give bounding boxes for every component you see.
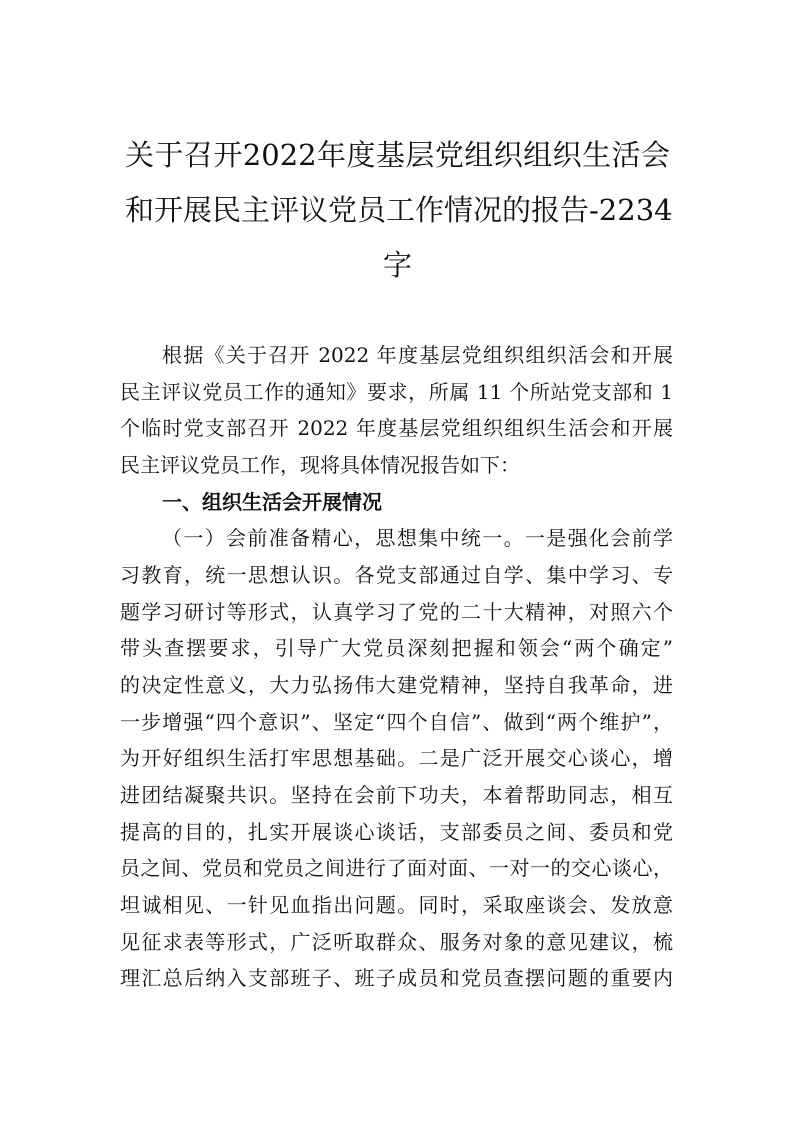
section-heading: 一、组织生活会开展情况 xyxy=(162,490,382,514)
paragraph-line: 题学习研讨等形式，认真学习了党的二十大精神，对照六个 xyxy=(120,600,673,624)
title-line: 字 xyxy=(382,248,412,282)
paragraph-line: 民主评议党员工作的通知》要求，所属 11 个所站党支部和 1 xyxy=(120,380,673,404)
paragraph-line: 见征求表等形式，广泛听取群众、服务对象的意见建议，梳 xyxy=(120,930,673,954)
paragraph-line: 坦诚相见、一针见血指出问题。同时，采取座谈会、发放意 xyxy=(120,893,673,917)
paragraph-line: 带头查摆要求，引导广大党员深刻把握和领会“两个确定” xyxy=(120,636,673,660)
title-line: 关于召开2022年度基层党组织组织生活会 xyxy=(125,138,670,172)
paragraph-line: （一）会前准备精心，思想集中统一。一是强化会前学 xyxy=(162,526,673,550)
paragraph-line: 提高的目的，扎实开展谈心谈话，支部委员之间、委员和党 xyxy=(120,820,673,844)
paragraph-line: 习教育，统一思想认识。各党支部通过自学、集中学习、专 xyxy=(120,563,673,587)
paragraph-line: 员之间、党员和党员之间进行了面对面、一对一的交心谈心， xyxy=(120,856,673,880)
paragraph-line: 根据《关于召开 2022 年度基层党组织组织活会和开展 xyxy=(162,343,673,367)
paragraph-line: 的决定性意义，大力弘扬伟大建党精神，坚持自我革命，进 xyxy=(120,673,673,697)
paragraph-line: 个临时党支部召开 2022 年度基层党组织组织生活会和开展 xyxy=(120,416,673,440)
paragraph-line: 民主评议党员工作，现将具体情况报告如下： xyxy=(120,453,520,477)
paragraph-line: 理汇总后纳入支部班子、班子成员和党员查摆问题的重要内 xyxy=(120,966,673,990)
paragraph-line: 进团结凝聚共识。坚持在会前下功夫，本着帮助同志，相互 xyxy=(120,783,673,807)
title-line: 和开展民主评议党员工作情况的报告-2234 xyxy=(125,193,673,227)
paragraph-line: 为开好组织生活打牢思想基础。二是广泛开展交心谈心，增 xyxy=(120,746,673,770)
paragraph-line: 一步增强“四个意识”、坚定“四个自信”、做到“两个维护”， xyxy=(120,710,673,734)
